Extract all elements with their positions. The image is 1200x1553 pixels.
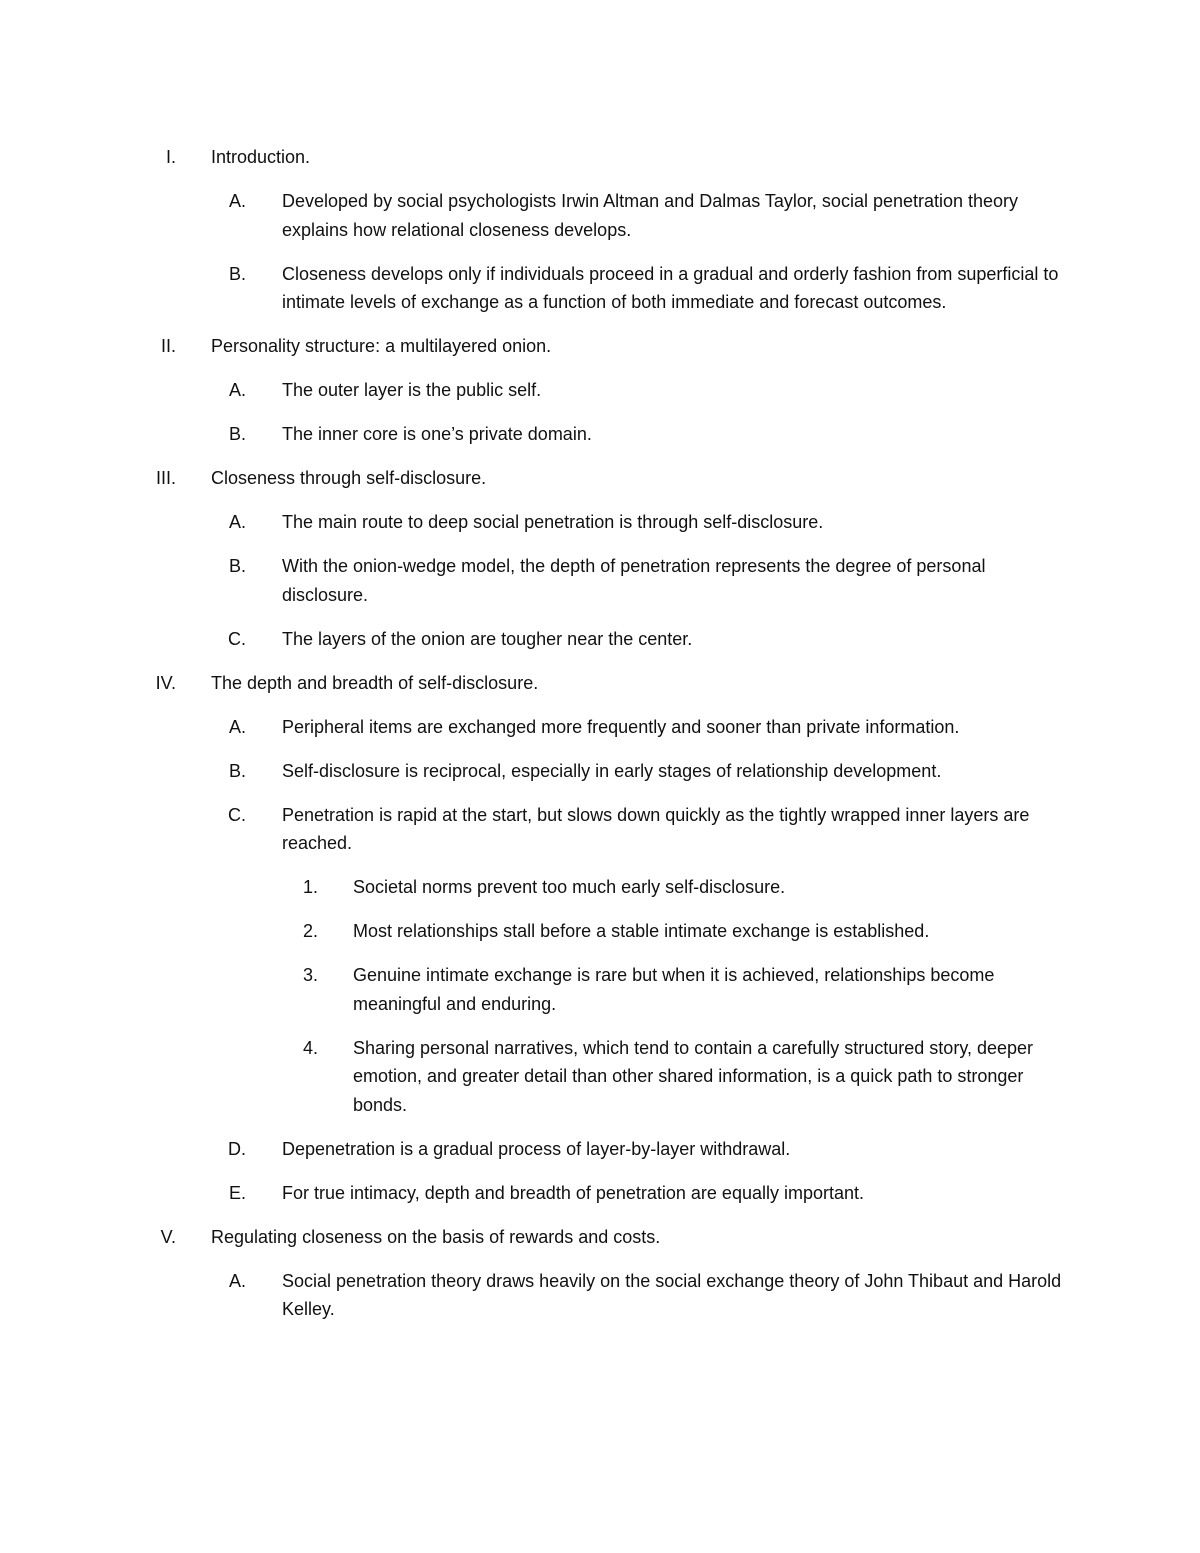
item-text: The main route to deep social penetration is through self-disclosure.	[282, 512, 824, 532]
subitem-number: 1.	[302, 877, 318, 897]
outline-section-2	[0, 332, 1200, 361]
subitem-text: Sharing personal narratives, which tend to contain a carefully structured story, deeper emotion, and greater detail than other shared information, is a quick path to stronger bonds.	[353, 1037, 1034, 1115]
item-text: For true intimacy, depth and breadth of penetration are equally important.	[282, 1182, 865, 1203]
outline-item-4a	[0, 713, 1200, 742]
outline-subitem-4c3	[0, 961, 1200, 1018]
outline-section-1	[0, 143, 1200, 172]
item-text: Developed by social psychologists Irwin Altman and Dalmas Taylor, social penetration theory explains how relational closeness develops.	[282, 191, 1019, 240]
item-letter: A.	[228, 191, 246, 211]
section-heading: Personality structure: a multilayered onion.	[211, 336, 552, 356]
item-letter: D.	[228, 1138, 246, 1159]
item-text: With the onion-wedge model, the depth of penetration represents the degree of personal disclosure.	[282, 556, 986, 605]
item-letter: A.	[228, 512, 246, 532]
item-letter: E.	[228, 1182, 246, 1203]
item-letter: A.	[228, 1270, 246, 1291]
subitem-text: Most relationships stall before a stable intimate exchange is established.	[353, 921, 930, 941]
outline-section-3	[0, 464, 1200, 493]
section-numeral: V.	[160, 1226, 176, 1247]
section-heading: Closeness through self-disclosure.	[211, 468, 487, 488]
item-letter: A.	[228, 716, 246, 737]
outline	[0, 143, 1200, 1339]
subitem-number: 3.	[302, 965, 318, 985]
section-numeral: II.	[160, 336, 176, 356]
section-heading: Regulating closeness on the basis of rewards and costs.	[211, 1226, 661, 1247]
subitem-text: Societal norms prevent too much early self-disclosure.	[353, 877, 786, 897]
section-heading: The depth and breadth of self-disclosure.	[211, 672, 539, 693]
outline-item-3a	[0, 508, 1200, 537]
item-text: Social penetration theory draws heavily on the social exchange theory of John Thibaut and Harold Kelley.	[282, 1270, 1062, 1319]
outline-item-4d	[0, 1135, 1200, 1164]
outline-item-2a	[0, 376, 1200, 405]
outline-item-1b	[0, 260, 1200, 317]
item-text: Closeness develops only if individuals proceed in a gradual and orderly fashion from superficial to intimate levels of exchange as a function of both immediate and forecast outcomes.	[282, 263, 1059, 312]
outline-item-4b	[0, 757, 1200, 786]
subitem-number: 2.	[302, 921, 318, 941]
item-letter: C.	[228, 628, 246, 649]
item-letter: B.	[228, 263, 246, 284]
outline-item-4c	[0, 801, 1200, 858]
section-numeral: IV.	[155, 672, 176, 693]
outline-section-5	[0, 1223, 1200, 1252]
outline-subitem-4c2	[0, 917, 1200, 946]
outline-item-4e	[0, 1179, 1200, 1208]
outline-subitem-4c1	[0, 873, 1200, 902]
item-letter: B.	[228, 760, 246, 781]
outline-item-1a	[0, 187, 1200, 244]
outline-item-5a	[0, 1267, 1200, 1324]
item-text: The layers of the onion are tougher near the center.	[282, 628, 693, 649]
section-heading: Introduction.	[211, 147, 311, 167]
item-text: The outer layer is the public self.	[282, 380, 542, 400]
section-numeral: I.	[165, 147, 176, 167]
outline-item-3c	[0, 625, 1200, 654]
item-text: Self-disclosure is reciprocal, especially in early stages of relationship development.	[282, 760, 942, 781]
outline-section-4	[0, 669, 1200, 698]
item-letter: B.	[228, 556, 246, 576]
item-letter: A.	[228, 380, 246, 400]
item-letter: C.	[228, 804, 246, 825]
item-letter: B.	[228, 424, 246, 444]
outline-item-2b	[0, 420, 1200, 449]
item-text: Penetration is rapid at the start, but slows down quickly as the tightly wrapped inner layers are reached.	[282, 804, 1030, 853]
item-text: Peripheral items are exchanged more frequently and sooner than private information.	[282, 716, 960, 737]
item-text: The inner core is one’s private domain.	[282, 424, 592, 444]
subitem-number: 4.	[302, 1037, 318, 1058]
item-text: Depenetration is a gradual process of layer-by-layer withdrawal.	[282, 1138, 791, 1159]
outline-subitem-4c4	[0, 1034, 1200, 1120]
section-numeral: III.	[155, 468, 176, 488]
subitem-text: Genuine intimate exchange is rare but when it is achieved, relationships become meaningful and enduring.	[353, 965, 995, 1014]
outline-item-3b	[0, 552, 1200, 609]
